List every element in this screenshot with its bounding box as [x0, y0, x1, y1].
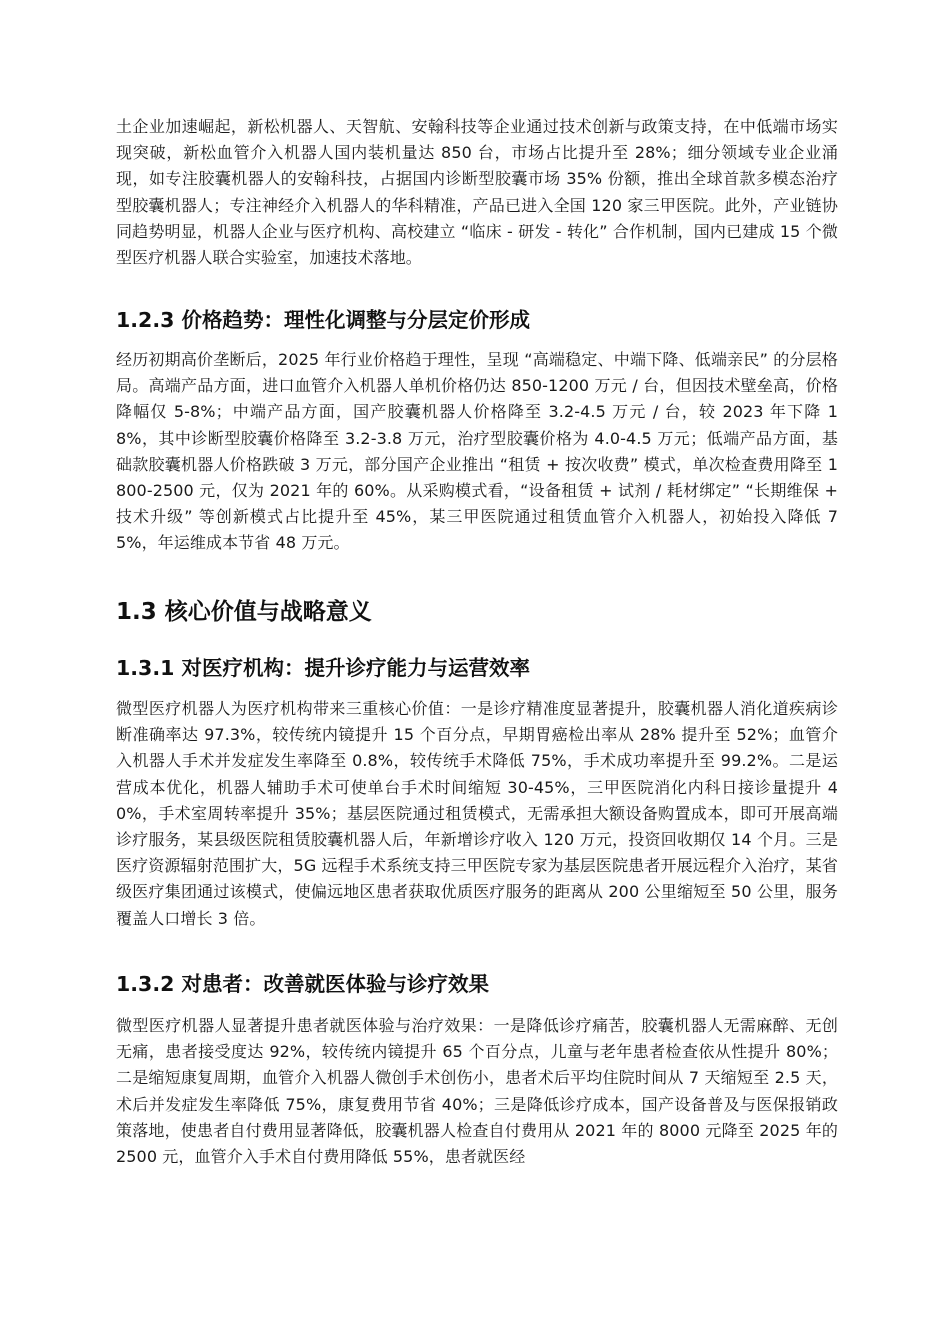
heading-1-3-2-patients: 1.3.2 对患者：改善就医体验与诊疗效果	[116, 972, 490, 996]
paragraph-medical-institutions: 微型医疗机器人为医疗机构带来三重核心价值：一是诊疗精准度显著提升，胶囊机器人消化道疾病诊断准确率达 97.3%，较传统内镜提升 15 个百分点，早期胃癌检出率从 28% 提升至 52%；血管介入机器人手术并发症发生率降至 0.8%，较传统手术降低 75%，手术成功率提升至 99.2%。二是运营成本优化，机器人辅助手术可使单台手术时间缩短 30-45%，三甲医院消化内科日接诊量提升 40%，手术室周转率提升 35%；基层医院通过租赁模式，无需承担大额设备购置成本，即可开展高端诊疗服务，某县级医院租赁胶囊机器人后，年新增诊疗收入 120 万元，投资回收期仅 14 个月。三是医疗资源辐射范围扩大，5G 远程手术系统支持三甲医院专家为基层医院患者开展远程介入治疗，某省级医疗集团通过该模式，使偏远地区患者获取优质医疗服务的距离从 200 公里缩短至 50 公里，服务覆盖人口增长 3 倍。	[116, 699, 838, 928]
paragraph-price-trend: 经历初期高价垄断后，2025 年行业价格趋于理性，呈现 “高端稳定、中端下降、低端亲民” 的分层格局。高端产品方面，进口血管介入机器人单机价格仍达 850-1200 万元 / 台，但因技术壁垒高，价格降幅仅 5-8%；中端产品方面，国产胶囊机器人价格降至 3.2-4.5 万元 / 台，较 2023 年下降 18%，其中诊断型胶囊价格降至 3.2-3.8 万元，治疗型胶囊价格为 4.0-4.5 万元；低端产品方面，基础款胶囊机器人价格跌破 3 万元，部分国产企业推出 “租赁 + 按次收费” 模式，单次检查费用降至 1800-2500 元，仅为 2021 年的 60%。从采购模式看，“设备租赁 + 试剂 / 耗材绑定” “长期维保 + 技术升级” 等创新模式占比提升至 45%，某三甲医院通过租赁血管介入机器人，初始投入降低 75%，年运维成本节省 48 万元。	[116, 350, 838, 553]
paragraph-patients: 微型医疗机器人显著提升患者就医体验与治疗效果：一是降低诊疗痛苦，胶囊机器人无需麻醉、无创无痛，患者接受度达 92%，较传统内镜提升 65 个百分点，儿童与老年患者检查依从性提升 80%；二是缩短康复周期，血管介入机器人微创手术创伤小，患者术后平均住院时间从 7 天缩短至 2.5 天，术后并发症发生率降低 75%，康复费用节省 40%；三是降低诊疗成本，国产设备普及与医保报销政策落地，使患者自付费用显著降低，胶囊机器人检查自付费用从 2021 年的 8000 元降至 2025 年的 2500 元，血管介入手术自付费用降低 55%，患者就医经	[116, 1016, 838, 1167]
heading-1-3-1-medical-institutions: 1.3.1 对医疗机构：提升诊疗能力与运营效率	[116, 656, 531, 680]
heading-1-2-3-price-trend: 1.2.3 价格趋势：理性化调整与分层定价形成	[116, 308, 531, 332]
heading-1-3-core-value: 1.3 核心价值与战略意义	[116, 599, 372, 625]
paragraph-market-players: 土企业加速崛起，新松机器人、天智航、安翰科技等企业通过技术创新与政策支持，在中低端市场实现突破，新松血管介入机器人国内装机量达 850 台，市场占比提升至 28%；细分领域专业企业涌现，如专注胶囊机器人的安翰科技，占据国内诊断型胶囊市场 35% 份额，推出全球首款多模态治疗型胶囊机器人；专注神经介入机器人的华科精准，产品已进入全国 120 家三甲医院。此外，产业链协同趋势明显，机器人企业与医疗机构、高校建立 “临床 - 研发 - 转化” 合作机制，国内已建成 15 个微型医疗机器人联合实验室，加速技术落地。	[116, 117, 838, 268]
